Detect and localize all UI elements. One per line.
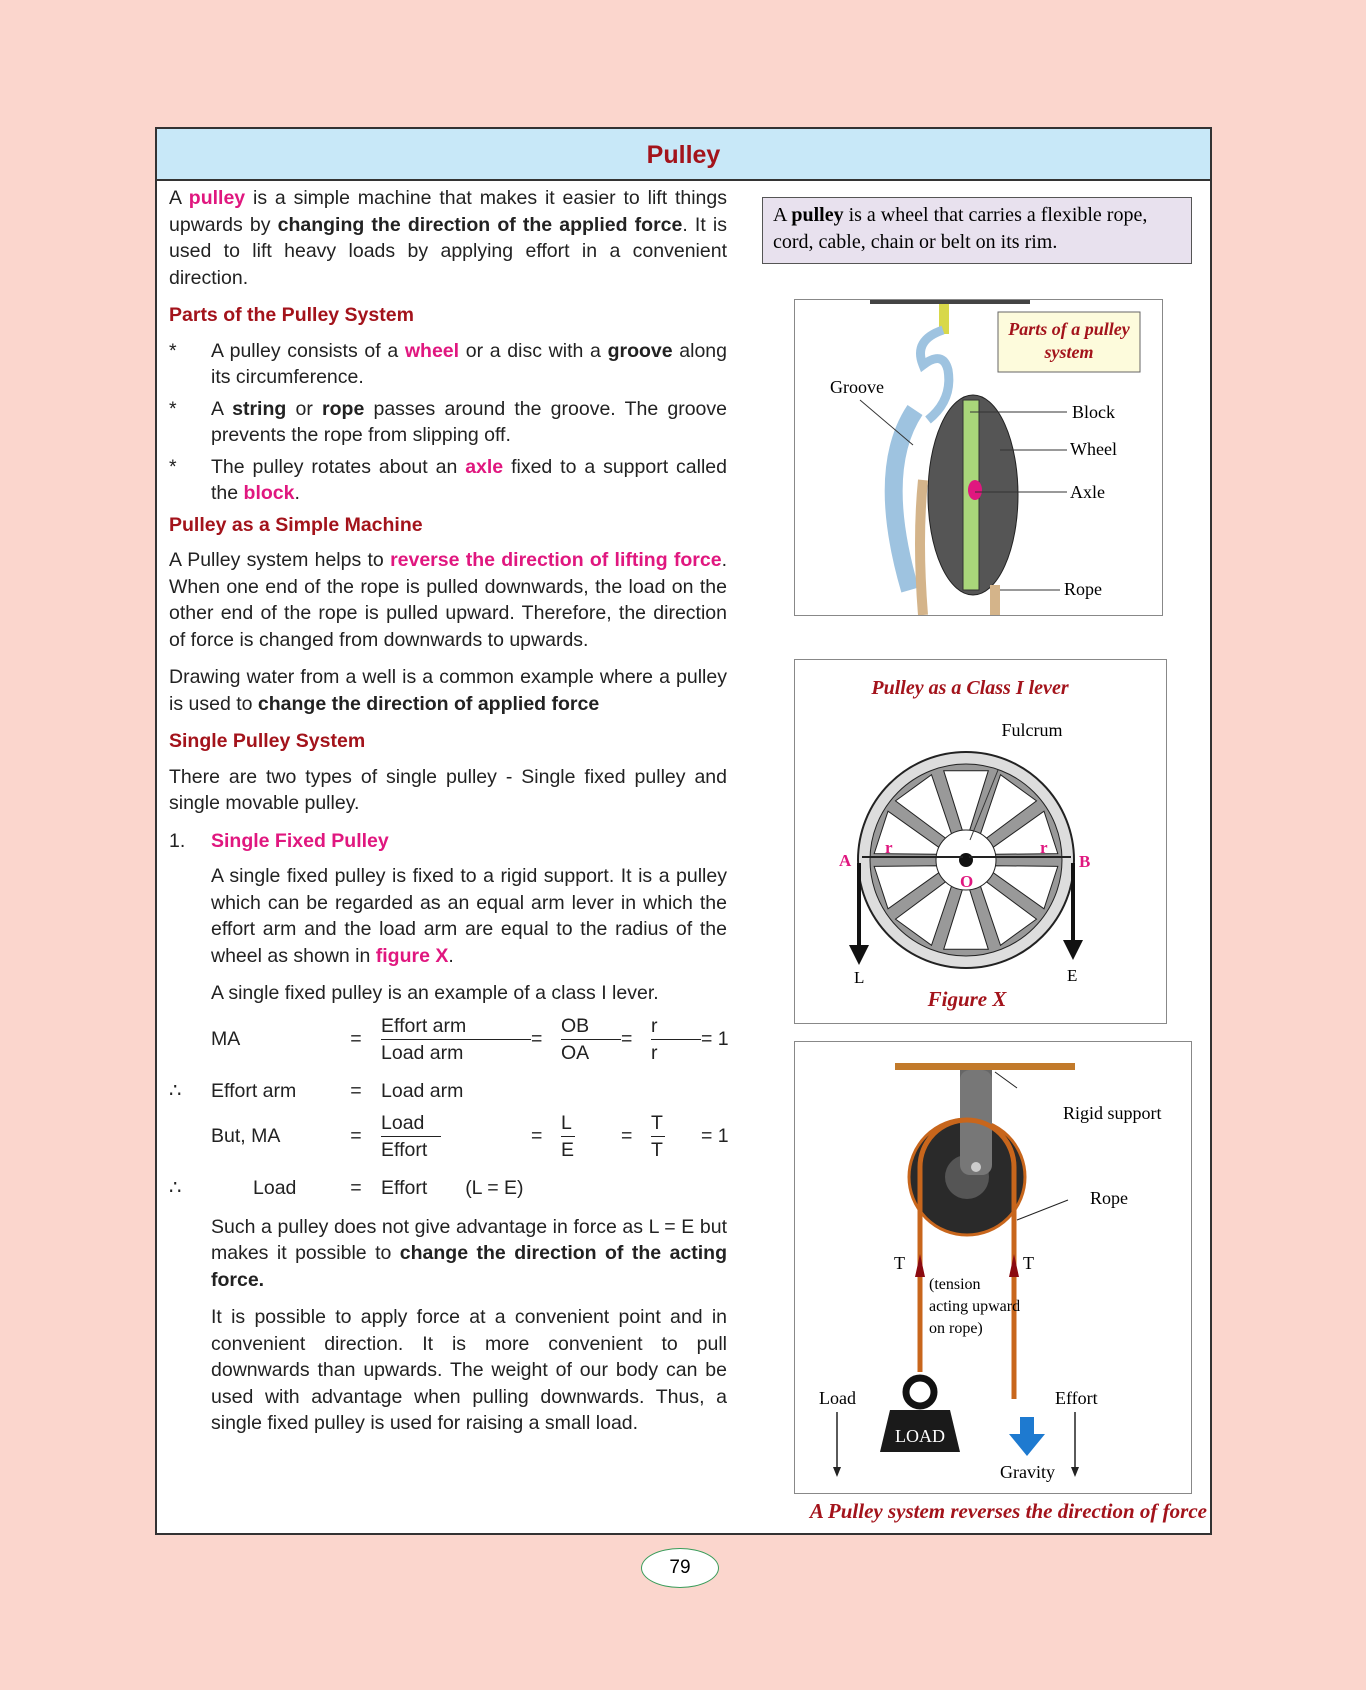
intro-paragraph: A pulley is a simple machine that makes it easier to lift things upwards by changing the direction of the applied force. It is used to lift heavy loads by applying effort in a convenient direction. — [169, 187, 727, 289]
label-a: A — [839, 851, 852, 870]
list-item: * A string or rope passes around the groove. The groove prevents the rope from slipping off. — [169, 397, 727, 446]
paragraph: Drawing water from a well is a common example where a pulley is used to change the direction of applied force — [169, 666, 727, 715]
label-tension: on rope) — [929, 1320, 983, 1337]
label-block: Block — [1072, 402, 1115, 422]
parts-heading: Parts of the Pulley System — [169, 304, 414, 326]
label-rope: Rope — [1064, 579, 1102, 599]
paragraph: A single fixed pulley is an example of a class I lever. — [211, 982, 659, 1004]
paragraph: It is possible to apply force at a convenient point and in convenient direction. It is more convenient to pull downwards than upwards. The weight of our body can be used with advantage when pulling downwards. Thus, a single fixed pulley is used for raising a small load. — [211, 1306, 727, 1434]
left-column — [169, 185, 727, 1448]
page-frame — [155, 127, 1212, 1535]
label-gravity: Gravity — [1000, 1462, 1055, 1482]
simple-machine-heading: Pulley as a Simple Machine — [169, 513, 423, 536]
diagram-title: Parts of a pulley — [1008, 319, 1130, 339]
diagram-title: system — [1044, 342, 1094, 362]
equation-ma-load: But, MA = Load Effort = $\frac{L}{E}$ = $\frac{T}{T}$ = 1 — [211, 1112, 729, 1161]
equation-arms: ∴ Effort arm = Load arm — [169, 1079, 464, 1102]
load-block-label: LOAD — [895, 1426, 945, 1446]
single-pulley-heading: Single Pulley System — [169, 730, 366, 752]
class-lever-diagram — [794, 659, 1167, 1024]
page-number: 79 — [641, 1548, 719, 1588]
page-title: Pulley — [157, 129, 1210, 181]
label-axle: Axle — [1070, 482, 1105, 502]
label-load: Load — [819, 1388, 856, 1408]
paragraph: Such a pulley does not give advantage in force as L = E but makes it possible to change the direction of the acting force. — [211, 1215, 727, 1291]
label-fulcrum: Fulcrum — [1001, 720, 1063, 740]
label-tension: (tension — [929, 1276, 981, 1293]
label-l: L — [854, 968, 865, 987]
figure-caption: A Pulley system reverses the direction of force — [809, 1499, 1207, 1523]
parts-of-pulley-diagram — [794, 299, 1163, 616]
label-rope: Rope — [1090, 1188, 1128, 1208]
paragraph: A Pulley system helps to reverse the direction of lifting force. When one end of the rope is pulled downwards, the load on the other end of the rope is pulled upward. Therefore, the direction of force is changed from downwards to upwards. — [169, 549, 727, 651]
equation-ma: MA = Effort arm Load arm = $\frac{OB}{OA}$ = $\frac{r}{r}$ = 1 — [211, 1014, 729, 1064]
label-tension: acting upward — [929, 1298, 1021, 1315]
label-r: r — [885, 838, 893, 857]
label-rigid-support: Rigid support — [1063, 1103, 1162, 1123]
list-item: * The pulley rotates about an axle fixed to a support called the block. — [169, 455, 727, 504]
figure-caption: Figure X — [927, 987, 1007, 1011]
label-e: E — [1067, 966, 1078, 985]
equation-load-effort: ∴ Load = Effort (L = E) — [169, 1177, 524, 1199]
label-wheel: Wheel — [1070, 439, 1117, 459]
label-t: T — [1023, 1253, 1034, 1273]
paragraph: A single fixed pulley is fixed to a rigid support. It is a pulley which can be regarded as an equal arm lever in which the effort arm and the load arm are equal to the radius of the wheel as shown in figure X. — [211, 865, 727, 967]
numbered-heading: 1. Single Fixed Pulley — [169, 829, 389, 852]
list-item: * A pulley consists of a wheel or a disc with a groove along its circumference. — [169, 339, 727, 388]
definition-box: A pulley is a wheel that carries a flexible rope, cord, cable, chain or belt on its rim. — [762, 197, 1192, 264]
label-effort: Effort — [1055, 1388, 1098, 1408]
diagram-title: Pulley as a Class I lever — [871, 677, 1069, 699]
label-o: O — [960, 872, 974, 891]
paragraph: There are two types of single pulley - Single fixed pulley and single movable pulley. — [169, 765, 727, 814]
fixed-pulley-diagram — [794, 1041, 1192, 1494]
label-t: T — [894, 1253, 905, 1273]
label-groove: Groove — [830, 377, 884, 397]
label-r: r — [1040, 838, 1048, 857]
label-b: B — [1079, 852, 1091, 871]
